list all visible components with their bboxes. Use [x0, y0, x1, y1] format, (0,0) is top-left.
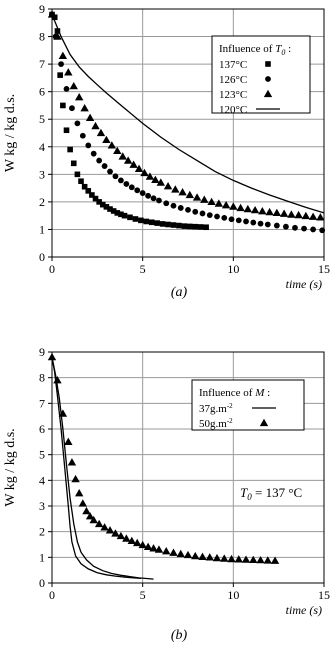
chart-a-series-1-point [274, 223, 280, 229]
chart-a-series-1-point [236, 217, 242, 223]
chart-b-xtick-label: 5 [139, 588, 146, 602]
chart-a-ytick-label: 5 [39, 112, 45, 127]
chart-b-legend [192, 380, 304, 430]
chart-b-annotation-sub: 0 [247, 492, 252, 502]
chart-a-series-1-point [310, 227, 316, 233]
chart-a-series-2-point [229, 202, 237, 209]
chart-b-ytick-label: 9 [39, 345, 45, 359]
chart-a-ytick-label: 2 [39, 194, 45, 209]
chart-a-ytick-label: 4 [39, 139, 45, 154]
chart-a-series-2-point [273, 209, 281, 216]
chart-a-series-2-point [97, 129, 105, 136]
chart-b-series-1-point [184, 551, 192, 558]
chart-a-series-1-point [140, 190, 146, 196]
chart-a-series-0-point [149, 219, 155, 225]
chart-b-series-1-point [162, 547, 170, 554]
chart-b-series-1-point [242, 555, 250, 562]
chart-a-series-0-point [154, 220, 160, 226]
chart-a-xtick-label: 10 [227, 262, 240, 276]
chart-b-legend-title [199, 387, 270, 399]
chart-a-series-0-point [182, 223, 188, 229]
chart-a-series-0-point [64, 127, 70, 133]
chart-a-series-2-point [164, 182, 172, 189]
chart-a-series-1-point [207, 212, 213, 218]
chart-a-series-2-point [75, 93, 83, 100]
chart-b-ytick-label: 4 [39, 473, 45, 488]
chart-b-series-1-point [227, 555, 235, 562]
chart-a-series-1-point [107, 169, 113, 175]
chart-a-legend-label [219, 104, 247, 116]
chart-b-ytick-label: 6 [39, 422, 45, 436]
chart-a-series-1-point [200, 211, 206, 217]
chart-a-legend-label [219, 89, 247, 101]
chart-b-legend-title-suffix: : [264, 387, 271, 399]
chart-b-annotation-text: = 137 °C [251, 485, 303, 500]
chart-a-series-0-point [187, 224, 193, 230]
chart-a-series-1-point [145, 193, 151, 199]
chart-a-series-0-point [198, 224, 204, 230]
chart-a-series-0-point [133, 216, 139, 222]
chart-a-series-1-point [69, 105, 75, 111]
chart-a-legend-title-sub: 0 [281, 48, 286, 57]
chart-a-ytick-label: 9 [39, 2, 45, 16]
chart-a-series-1-point [221, 215, 227, 221]
chart-a-series-1-point [301, 226, 307, 232]
chart-b [3, 345, 330, 617]
chart-a-series-0-point [203, 224, 209, 230]
chart-b-legend-label-sup: -2 [226, 417, 233, 425]
chart-b-series-1-point [177, 550, 185, 557]
chart-a-series-1-point [91, 151, 97, 157]
chart-b-series-1-point [220, 554, 228, 561]
chart-a-series-1-point [243, 219, 249, 225]
chart-b-series-1-point [206, 553, 214, 560]
chart-a-series-0-point [57, 72, 63, 78]
chart-a-series-0-point [122, 213, 128, 219]
chart-b-xtick-label: 15 [318, 588, 330, 602]
chart-a-series-0-point [171, 222, 177, 228]
chart-a-series-1-point [156, 198, 162, 204]
chart-a-xtick-label: 15 [318, 262, 330, 276]
chart-a-series-2-point [207, 198, 215, 205]
chart-a-series-2-point [294, 211, 302, 218]
chart-b-series-1-point [79, 499, 87, 506]
chart-b-legend-label-sup: -2 [226, 402, 233, 410]
chart-a-series-0-point [176, 223, 182, 229]
chart-b-series-1-point [169, 549, 177, 556]
chart-a-series-1-point [74, 120, 80, 126]
chart-a-series-2-point [244, 205, 252, 212]
chart-a-legend-title-suffix: : [285, 43, 292, 55]
chart-a-series-1-point [319, 227, 325, 233]
chart-a-series-0-point [143, 219, 149, 225]
chart-b-series-1-point [191, 552, 199, 559]
chart-a-series-1-point [292, 225, 298, 231]
chart-a-ytick-label: 3 [39, 167, 45, 182]
chart-b-ytick-label: 8 [39, 370, 45, 385]
chart-a-series-2-point [309, 213, 317, 220]
chart-a-series-2-point [59, 52, 67, 59]
chart-a-legend-label [219, 59, 247, 71]
chart-a-series-2-point [287, 210, 295, 217]
chart-a-legend [212, 36, 310, 116]
chart-b-series-0-line [52, 357, 141, 578]
chart-b-series-1-point [68, 458, 76, 465]
chart-b-legend-label-text: 50g.m [199, 418, 227, 430]
caption-a: (a) [170, 285, 188, 300]
chart-a-legend-label [219, 74, 247, 86]
chart-a-series-0-point [60, 103, 66, 109]
chart-a-series-2-point [86, 114, 94, 121]
chart-a-series-2-point [251, 206, 259, 213]
chart-a-series-1-point [229, 216, 235, 222]
chart-a-series-1-point [58, 61, 64, 67]
chart-a-series-2-point [80, 104, 88, 111]
chart-b-y-axis-title: W kg / kg d.s. [3, 428, 18, 507]
chart-a-series-1-point [123, 181, 129, 187]
chart-a-series-1-point [96, 158, 102, 164]
chart-a-ytick-label: 0 [39, 250, 45, 264]
chart-a-series-2-point [280, 210, 288, 217]
chart-a-legend-label-text: 137°C [219, 59, 248, 71]
chart-a-series-2-point [70, 82, 78, 89]
chart-a-series-0-point [138, 218, 144, 224]
chart-a-legend-marker [265, 61, 271, 67]
chart-a-series-0-point [71, 161, 77, 167]
chart-b-ytick-label: 0 [39, 576, 45, 590]
chart-a-series-1-point [214, 214, 220, 220]
chart-a-series-1-point [258, 221, 264, 227]
chart-a-series-1-point [265, 222, 271, 228]
chart-b-x-axis-title: time (s) [285, 603, 322, 617]
chart-a-series-2-point [200, 195, 208, 202]
chart-b-legend-label-text: 37g.m [199, 403, 227, 415]
chart-a-series-1-point [178, 205, 184, 211]
chart-a-series-1-point [185, 207, 191, 213]
chart-a-series-2-point [64, 68, 72, 75]
chart-b-series-1-point [198, 553, 206, 560]
chart-a-x-axis-title: time (s) [285, 277, 322, 291]
chart-b-xtick-label: 10 [227, 588, 240, 602]
chart-a-series-2-point [171, 185, 179, 192]
chart-a-legend-title [219, 43, 291, 57]
chart-a-y-axis-title: W kg / kg d.s. [3, 93, 18, 173]
chart-a-xtick-label: 0 [49, 262, 55, 276]
chart-a-series-1-point [151, 195, 157, 201]
chart-a-series-1-point [85, 143, 91, 149]
chart-a-series-0-point [75, 172, 81, 178]
chart-a-series-1-point [134, 187, 140, 193]
chart-a-legend-title-prefix: Influence of [219, 43, 276, 55]
chart-a-series-2-point [215, 199, 223, 206]
chart-a-series-1-point [118, 177, 124, 183]
chart-b-series-1-point [235, 555, 243, 562]
chart-a-series-2-point [302, 212, 310, 219]
chart-a-legend-label-text: 126°C [219, 74, 248, 86]
chart-b-annotation [240, 485, 302, 502]
chart-a-series-1-point [113, 173, 119, 179]
chart-a [3, 2, 330, 291]
chart-b-ytick-label: 1 [39, 550, 45, 565]
chart-b-legend-title-var: M [255, 387, 265, 399]
chart-b-ytick-label: 5 [39, 447, 45, 462]
chart-b-ytick-label: 7 [39, 396, 45, 411]
chart-b-legend-title-prefix: Influence of [199, 387, 256, 399]
chart-a-legend-label-text: 120°C [219, 104, 248, 116]
chart-a-series-1-point [102, 163, 108, 169]
chart-a-series-0-point [165, 222, 171, 228]
chart-a-series-1-point [283, 224, 289, 230]
chart-a-legend-marker [265, 76, 271, 82]
chart-a-series-0-point [192, 224, 198, 230]
chart-a-xtick-label: 5 [139, 262, 146, 276]
chart-a-series-2-point [258, 207, 266, 214]
chart-a-series-1-point [171, 203, 177, 209]
chart-b-series-1-point [71, 475, 79, 482]
chart-b-xtick-label: 0 [49, 588, 55, 602]
chart-b-series-1-point [53, 376, 61, 383]
chart-b-series-1-point [82, 507, 90, 514]
chart-a-series-1-point [64, 86, 70, 92]
chart-b-series-1-point [75, 489, 83, 496]
chart-b-series-1-point [48, 353, 56, 360]
chart-a-series-1-point [163, 200, 169, 206]
chart-a-series-2-point [265, 208, 273, 215]
chart-a-ytick-label: 8 [39, 29, 45, 44]
chart-a-ytick-label: 6 [39, 84, 45, 99]
chart-a-legend-title-var: T [275, 43, 282, 55]
caption-b: (b) [170, 628, 188, 643]
chart-a-series-2-point [48, 10, 56, 17]
chart-a-series-1-point [80, 133, 86, 139]
chart-a-series-0-point [67, 147, 73, 153]
chart-a-series-1-point [192, 209, 198, 215]
chart-a-ytick-label: 7 [39, 57, 45, 72]
chart-b-ytick-label: 2 [39, 524, 45, 539]
chart-b-annotation-var: T [240, 485, 248, 500]
chart-b-ytick-label: 3 [39, 499, 45, 513]
chart-a-series-2-point [91, 122, 99, 129]
chart-a-legend-label-text: 123°C [219, 89, 248, 101]
chart-a-series-2-point [102, 136, 110, 143]
chart-a-series-2-point [193, 193, 201, 200]
chart-a-series-2-point [236, 204, 244, 211]
chart-a-series-2-point [316, 213, 324, 220]
chart-a-series-2-point [186, 191, 194, 198]
chart-a-series-0-point [127, 215, 133, 221]
chart-b-series-1-point [249, 556, 257, 563]
chart-a-series-0 [49, 12, 209, 230]
chart-a-series-0-point [78, 178, 84, 184]
chart-b-series-1-point [64, 438, 72, 445]
chart-a-series-1-point [129, 184, 135, 190]
chart-a-series-1-point [250, 220, 256, 226]
chart-a-series-2-point [178, 188, 186, 195]
chart-a-series-0-point [160, 221, 166, 227]
chart-a-ytick-label: 1 [39, 222, 45, 237]
